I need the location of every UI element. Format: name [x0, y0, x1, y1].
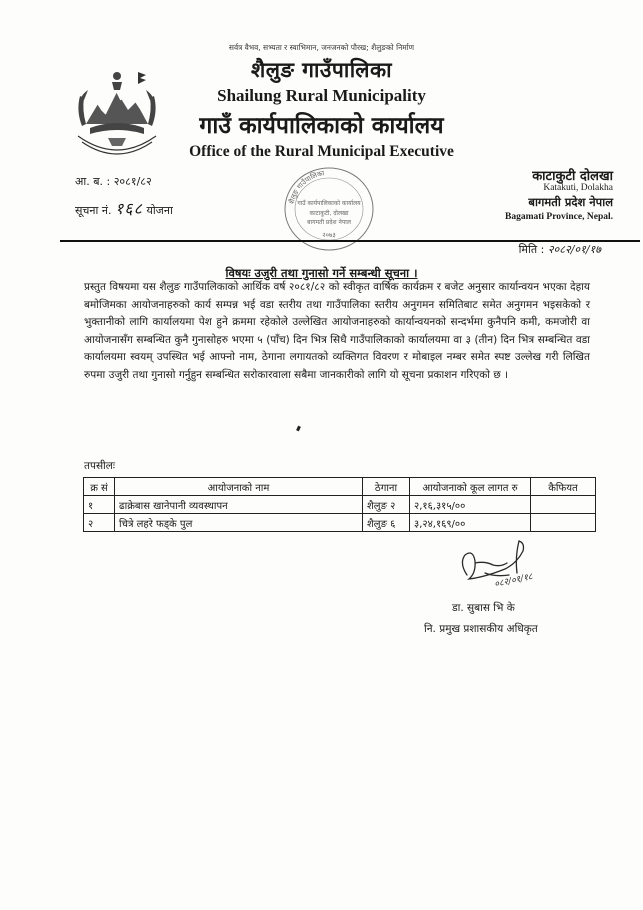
stamp-line-province: बागमती प्रदेश नेपाल: [307, 219, 351, 226]
cell-project-name: चित्रे लहरे फड्के पुल: [115, 514, 363, 532]
cell-total-cost: २,१६,३१५/००: [410, 496, 531, 514]
table-row: [84, 496, 596, 514]
notice-number-label: सूचना नं.: [75, 204, 112, 217]
ink-speck: [296, 426, 301, 432]
signatory-name: डा. सुबास भि के: [452, 602, 515, 614]
date-value: २०८२/०१/१७: [547, 243, 601, 256]
table-row: [84, 514, 596, 532]
cell-project-name: ढाक्रेबास खानेपानी व्यवस्थापन: [115, 496, 363, 514]
notice-body: प्रस्तुत विषयमा यस शैलुङ गाउँपालिकाको आर्थिक वर्ष २०८१/८२ को स्वीकृत वार्षिक कार्यक्रम र बजेट अनुसार कार्यान्वयन भएका देहाय बमोजिमका आयोजनाहरुको कार्य सम्पन्न भई वडा स्तरीय तथा गाउँपालिका स्तरीय अनुगमन समितिबाट समेत अनुगमन भइसकेको र भुक्तानीको लागि कार्यालयमा पेश हुने क्रममा रहेकोले उल्लेखित आयोजनाहरुको कार्यान्वयनको सन्दर्भमा कुनैपनि कमी, कमजोरी वा आयोजनासँग सम्बन्धित कुनै गुनासोहरु भएमा ५ (पाँच) दिन भित्र सिधै गाउँपालिकाको कार्यालयमा वा ३ (तीन) दिन भित्र सम्बन्धित वडा कार्यालयमा स्वयम् उपस्थित भई आफ्नो नाम, ठेगाना लगायतको व्यक्तिगत विवरण र मोबाइल नम्बर समेत स्पष्ट उल्लेख गरी लिखित रुपमा उजुरी तथा गुनासो गर्नुहुन सम्बन्धित सरोकारवाला सबैमा जानकारीको लागि यो सूचना प्रकाशन गरिएको छ ।: [84, 281, 590, 381]
municipality-name-nepali: शैलुङ गाउँपालिका: [250, 58, 393, 82]
handwritten-signature: [445, 533, 585, 593]
fiscal-year: आ. ब. : २०८१/८२: [75, 175, 152, 188]
header-serial: क्र सं: [84, 478, 115, 496]
header-total-cost: आयोजनाको कूल लागत रु: [410, 478, 531, 496]
signatory-title: नि. प्रमुख प्रशासकीय अधिकृत: [424, 623, 538, 635]
address-nepali: काटाकुटी दोलखा: [532, 169, 613, 184]
province-english: Bagamati Province, Nepal.: [504, 212, 613, 222]
cell-serial: २: [84, 514, 115, 532]
header-address: ठेगाना: [363, 478, 410, 496]
table-header-row: [84, 478, 596, 496]
cell-remarks: [531, 514, 596, 532]
stamp-line-office: गाउँ कार्यपालिकाको कार्यालय: [297, 200, 361, 207]
notice-date: [519, 242, 601, 257]
stamp-line-address: काटाकुटी, दोलखा: [309, 210, 349, 217]
stamp-line-year: २०७३: [322, 231, 336, 239]
header-project-name: आयोजनाको नाम: [115, 478, 363, 496]
signature-date: ०८२/०१/१८: [493, 572, 534, 590]
nepal-emblem-logo: [68, 66, 166, 166]
municipality-name-english: Shailung Rural Municipality: [217, 86, 426, 105]
municipality-motto: सर्वत्र वैभव, सभ्यता र स्वाभिमान, जनजनको पौरख; शैलुङको निर्माण: [228, 43, 415, 52]
cell-total-cost: ३,२४,१६९/००: [410, 514, 531, 532]
project-table: [83, 477, 596, 532]
office-name-english: Office of the Rural Municipal Executive: [189, 143, 454, 160]
cell-address: शैलुङ ६: [363, 514, 410, 532]
notice-subject-text: विषयः उजुरी तथा गुनासो गर्ने सम्बन्धी सूचना ।: [225, 266, 418, 280]
cell-remarks: [531, 496, 596, 514]
header-remarks: कैफियत: [531, 478, 596, 496]
province-nepali: बागमती प्रदेश नेपाल: [528, 195, 613, 209]
notice-number-line: [75, 197, 173, 219]
date-label: मिति :: [518, 243, 545, 256]
cell-address: शैलुङ २: [363, 496, 410, 514]
notice-number-suffix: योजना: [146, 204, 173, 217]
details-label: तपसीलः: [84, 460, 116, 472]
notice-number: १६८: [114, 199, 143, 218]
cell-serial: १: [84, 496, 115, 514]
address-english: Katakuti, Dolakha: [543, 183, 613, 193]
office-name-nepali: गाउँ कार्यपालिकाको कार्यालय: [199, 113, 444, 139]
stamp-arc-text: शैलुङ गाउँपालिका: [287, 169, 326, 205]
